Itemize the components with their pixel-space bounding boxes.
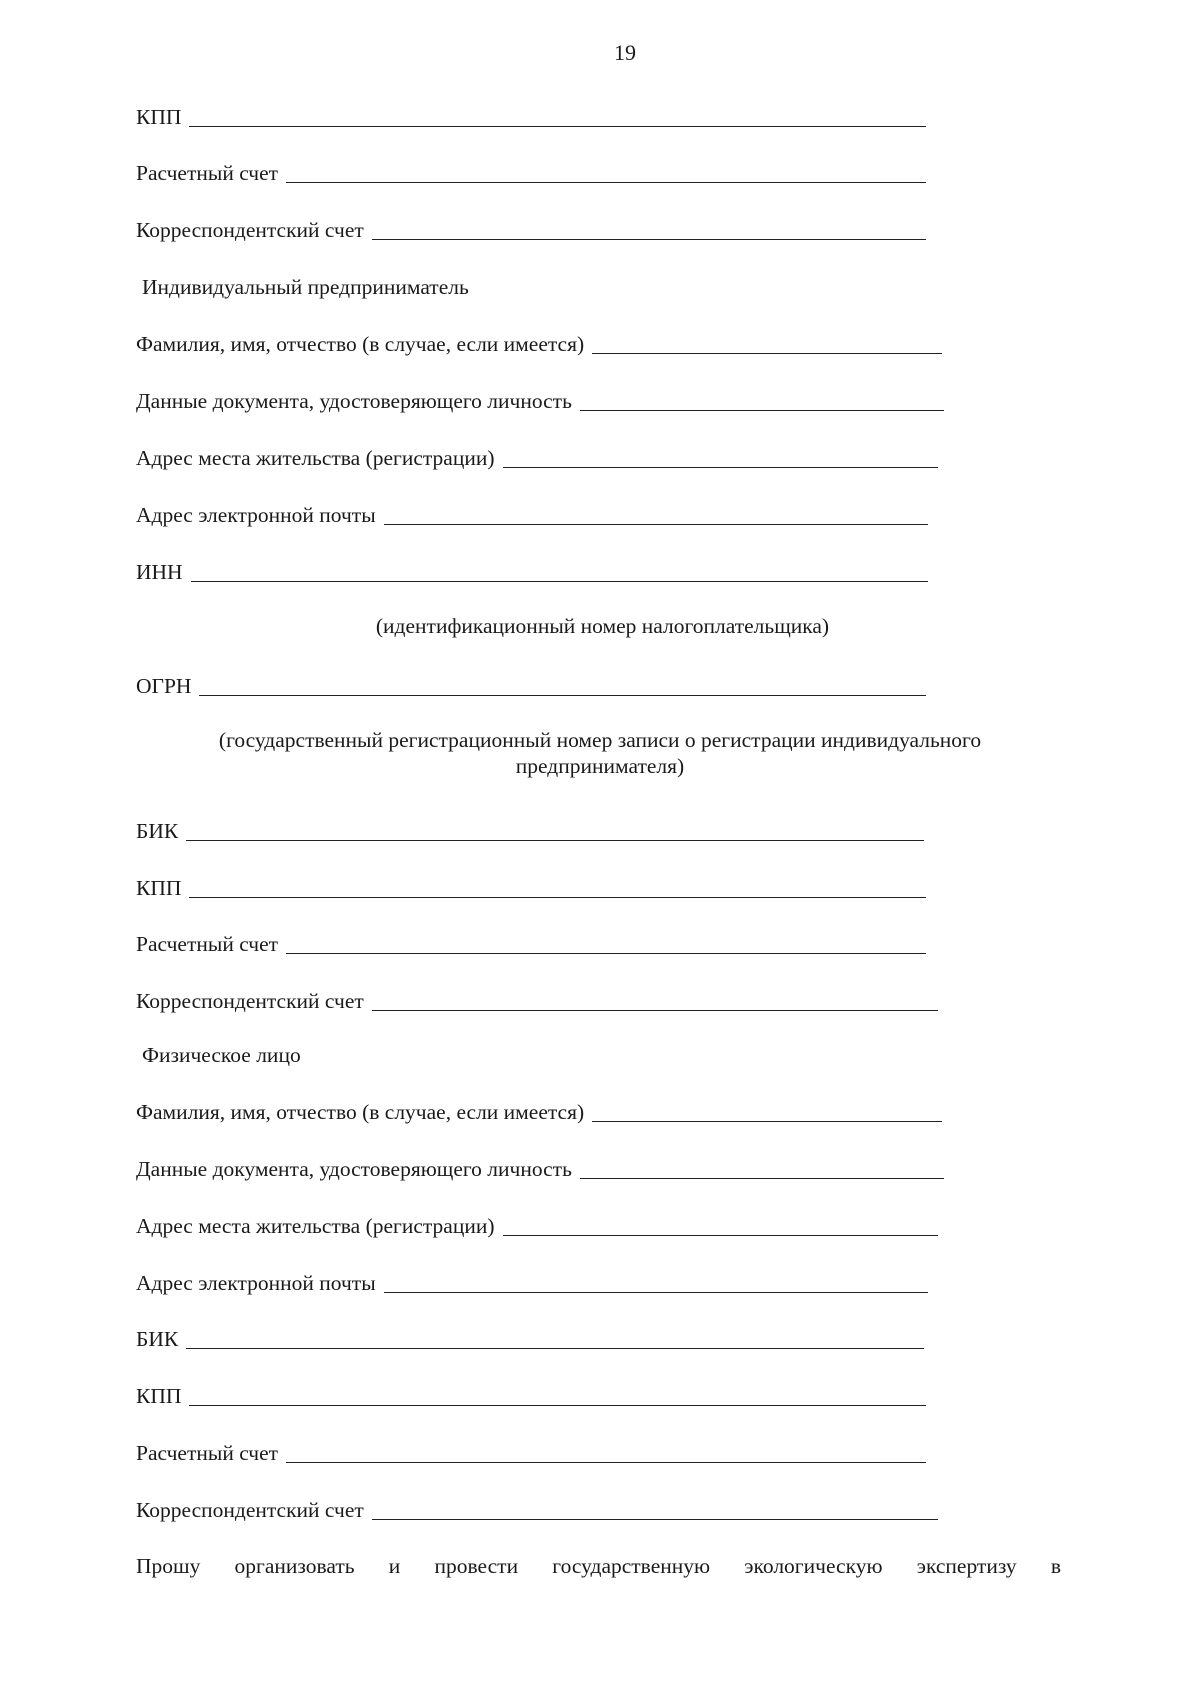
form-row-email: [136, 492, 928, 526]
field-label: Адрес места жительства (регистрации): [136, 445, 495, 470]
form-row-inn: [136, 549, 928, 583]
bik-blank-line[interactable]: [186, 840, 924, 841]
form-row-settlement-account: [136, 921, 926, 955]
kpp-blank-line[interactable]: [189, 126, 926, 127]
field-label: Расчетный счет: [136, 160, 279, 185]
section-heading-individual: Физическое лицо: [142, 1043, 301, 1067]
kpp-blank-line[interactable]: [189, 1405, 926, 1406]
full-name-blank-line[interactable]: [592, 1121, 942, 1122]
form-row-settlement-account: [136, 1430, 926, 1464]
form-row-settlement-account: [136, 150, 926, 184]
form-row-identity-document: [136, 1146, 944, 1180]
kpp-blank-line[interactable]: [189, 897, 926, 898]
field-label: Адрес места жительства (регистрации): [136, 1213, 495, 1238]
field-label: Адрес электронной почты: [136, 1270, 376, 1295]
form-row-kpp: [136, 1373, 926, 1407]
form-row-ogrn: [136, 663, 926, 697]
form-row-bik: [136, 1316, 924, 1350]
form-row-correspondent-account: [136, 1487, 938, 1521]
field-label: КПП: [136, 875, 182, 900]
form-row-full-name: [136, 321, 942, 355]
ogrn-caption: (государственный регистрационный номер записи о регистрации индивидуального предпринимателя): [218, 728, 982, 778]
residence-address-blank-line[interactable]: [503, 467, 938, 468]
form-row-kpp: [136, 865, 926, 899]
field-label: Фамилия, имя, отчество (в случае, если имеется): [136, 1099, 585, 1124]
residence-address-blank-line[interactable]: [503, 1235, 938, 1236]
identity-document-blank-line[interactable]: [580, 1178, 944, 1179]
field-label: Корреспондентский счет: [136, 1497, 364, 1522]
correspondent-account-blank-line[interactable]: [372, 239, 926, 240]
form-row-full-name: [136, 1089, 942, 1123]
settlement-account-blank-line[interactable]: [286, 182, 926, 183]
field-label: Адрес электронной почты: [136, 502, 376, 527]
field-label: КПП: [136, 104, 182, 129]
field-label: БИК: [136, 818, 179, 843]
form-row-kpp: [136, 94, 926, 128]
field-label: ИНН: [136, 559, 183, 584]
correspondent-account-blank-line[interactable]: [372, 1010, 938, 1011]
form-row-correspondent-account: [136, 207, 926, 241]
full-name-blank-line[interactable]: [592, 353, 942, 354]
page-number: 19: [614, 40, 636, 65]
field-label: Данные документа, удостоверяющего личность: [136, 388, 572, 413]
form-row-correspondent-account: [136, 978, 938, 1012]
email-blank-line[interactable]: [384, 1292, 928, 1293]
form-row-bik: [136, 808, 924, 842]
field-label: Расчетный счет: [136, 1440, 279, 1465]
identity-document-blank-line[interactable]: [580, 410, 944, 411]
field-label: ОГРН: [136, 673, 192, 698]
request-text: Прошу организовать и провести государственную экологическую экспертизу в: [136, 1554, 1061, 1578]
form-row-email: [136, 1260, 928, 1294]
field-label: БИК: [136, 1326, 179, 1351]
ogrn-blank-line[interactable]: [199, 695, 926, 696]
section-heading-individual-entrepreneur: Индивидуальный предприниматель: [142, 275, 469, 299]
settlement-account-blank-line[interactable]: [286, 953, 926, 954]
inn-caption: (идентификационный номер налогоплательщика): [375, 614, 830, 638]
settlement-account-blank-line[interactable]: [286, 1462, 926, 1463]
inn-blank-line[interactable]: [191, 581, 928, 582]
form-row-residence-address: [136, 435, 938, 469]
email-blank-line[interactable]: [384, 524, 928, 525]
form-row-identity-document: [136, 378, 944, 412]
field-label: Корреспондентский счет: [136, 988, 364, 1013]
field-label: Расчетный счет: [136, 931, 279, 956]
form-row-residence-address: [136, 1203, 938, 1237]
field-label: Корреспондентский счет: [136, 217, 364, 242]
correspondent-account-blank-line[interactable]: [372, 1519, 938, 1520]
field-label: Данные документа, удостоверяющего личность: [136, 1156, 572, 1181]
field-label: КПП: [136, 1383, 182, 1408]
field-label: Фамилия, имя, отчество (в случае, если имеется): [136, 331, 585, 356]
bik-blank-line[interactable]: [186, 1348, 924, 1349]
